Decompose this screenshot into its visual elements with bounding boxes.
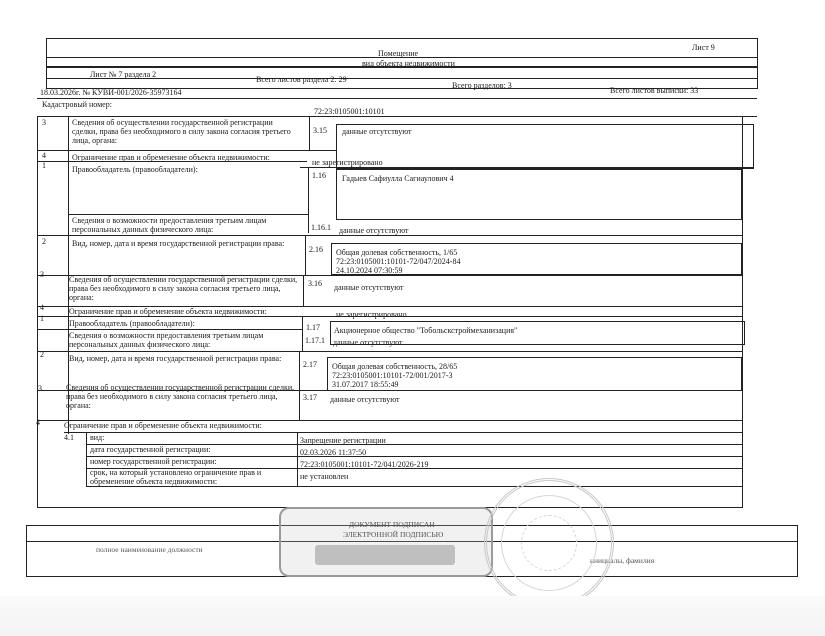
row-10-value-1: Общая долевая собственность, 28/65 xyxy=(332,362,458,371)
row-3-value: Гадыев Сафиулла Сагиаулович 4 xyxy=(342,174,454,183)
restriction-number-value: 72:23:0105001:10101-72/041/2026-219 xyxy=(300,460,429,469)
row-1-number: 3 xyxy=(42,118,46,127)
row-5-number: 2 xyxy=(42,237,46,246)
restriction-date-value: 02.03.2026 11:37:50 xyxy=(300,448,367,457)
row-8-value: Акционерное общество "Тобольскстроймеханизация" xyxy=(334,326,518,335)
row-5-code: 2.16 xyxy=(309,245,323,254)
row-1-label: Сведения об осуществлении государственной регистрации сделки, права без необходимого в силу закона согласия третьего лица, органа: xyxy=(72,118,291,145)
sheet-number: Лист 9 xyxy=(692,43,715,52)
row-3-number: 1 xyxy=(42,161,46,170)
row-4-code: 1.16.1 xyxy=(311,223,331,232)
row-4-label: Сведения о возможности предоставления третьим лицам персональных данных физического лица: xyxy=(72,216,267,234)
row-2-label: Ограничение прав и обременение объекта недвижимости: xyxy=(72,153,270,162)
object-kind: Помещение xyxy=(378,49,419,58)
row-7-label: Ограничение прав и обременение объекта недвижимости: xyxy=(69,307,267,316)
row-9-label: Сведения о возможности предоставления третьим лицам персональных данных физического лица: xyxy=(69,331,264,349)
row-5-value-1: Общая долевая собственность, 1/65 xyxy=(336,248,458,257)
row-8-code: 1.17 xyxy=(306,323,320,332)
restriction-number-label: номер государственной регистрации: xyxy=(90,457,217,466)
electronic-signature-stamp xyxy=(279,507,493,577)
row-12-subnumber: 4.1 xyxy=(64,433,74,442)
row-9-code: 1.17.1 xyxy=(305,336,325,345)
row-7-value: не зарегистрировано xyxy=(336,310,407,319)
row-10-number: 2 xyxy=(40,350,44,359)
row-11-value: данные отсутствуют xyxy=(330,395,400,404)
row-9-value: данные отсутствуют xyxy=(333,338,403,347)
row-10-label: Вид, номер, дата и время государственной регистрации права: xyxy=(69,354,282,363)
row-2-value: не зарегистрировано xyxy=(312,158,383,167)
row-5-label: Вид, номер, дата и время государственной регистрации права: xyxy=(72,239,285,248)
row-4-value: данные отсутствуют xyxy=(339,226,409,235)
total-sections: Всего разделов: 3 xyxy=(452,81,512,90)
row-12-number: 4 xyxy=(36,418,40,427)
row-11-code: 3.17 xyxy=(303,393,317,402)
cadastral-number: 72:23:0105001:10101 xyxy=(314,107,385,116)
restriction-kind-value: Запрещение регистрации xyxy=(300,436,386,445)
row-6-code: 3.16 xyxy=(308,279,322,288)
restriction-kind-label: вид: xyxy=(90,433,105,442)
row-3-code: 1.16 xyxy=(312,171,326,180)
row-11-number: 3 xyxy=(38,384,42,393)
round-seal xyxy=(484,478,614,608)
row-7-number: 4 xyxy=(40,303,44,312)
row-6-number: 3 xyxy=(40,270,44,279)
object-kind-caption: вид объекта недвижимости xyxy=(362,59,455,68)
row-1-value: данные отсутствуют xyxy=(342,127,412,136)
row-6-value: данные отсутствуют xyxy=(334,283,404,292)
row-11-label: Сведения об осуществлении государственной регистрации сделки, права без необходимого в силу закона согласия третьего лица, органа: xyxy=(66,383,295,410)
row-10-value-3: 31.07.2017 18:55:49 xyxy=(332,380,399,389)
row-3-label: Правообладатель (правообладатели): xyxy=(72,165,198,174)
extract-date-number: 18.03.2026г. № КУВИ-001/2026-35973164 xyxy=(40,88,182,97)
row-5-value-3: 24.10.2024 07:30:59 xyxy=(336,266,403,275)
restriction-term-label: срок, на который установлено ограничение прав и обременение объекта недвижимости: xyxy=(90,468,262,486)
cadastral-label: Кадастровый номер: xyxy=(42,100,112,109)
row-5-value-2: 72:23:0105001:10101-72/047/2024-84 xyxy=(336,257,461,266)
total-sheets-section: Всего листов раздела 2: 29 xyxy=(256,75,347,84)
stamp-text-line-1: ДОКУМЕНТ ПОДПИСАН xyxy=(349,520,435,529)
row-12-label: Ограничение прав и обременение объекта недвижимости: xyxy=(64,421,262,430)
section-sheet: Лист № 7 раздела 2 xyxy=(90,70,157,79)
position-caption: полное наименование должности xyxy=(96,545,203,554)
restriction-term-value: не установлен xyxy=(300,472,349,481)
row-6-label: Сведения об осуществлении государственной регистрации сделки, права без необходимого в силу закона согласия третьего лица, органа: xyxy=(69,275,298,302)
row-8-label: Правообладатель (правообладатели): xyxy=(69,319,195,328)
stamp-text-line-2: ЭЛЕКТРОННОЙ ПОДПИСЬЮ xyxy=(343,530,444,539)
row-10-code: 2.17 xyxy=(303,360,317,369)
row-1-code: 3.15 xyxy=(313,126,327,135)
total-sheets-extract: Всего листов выписки: 33 xyxy=(610,86,699,95)
row-2-number: 4 xyxy=(42,151,46,160)
row-10-value-2: 72:23:0105001:10101-72/001/2017-3 xyxy=(332,371,453,380)
row-8-number: 1 xyxy=(40,314,44,323)
restriction-date-label: дата государственной регистрации: xyxy=(90,445,211,454)
signature-caption: инициалы, фамилия xyxy=(590,556,655,565)
